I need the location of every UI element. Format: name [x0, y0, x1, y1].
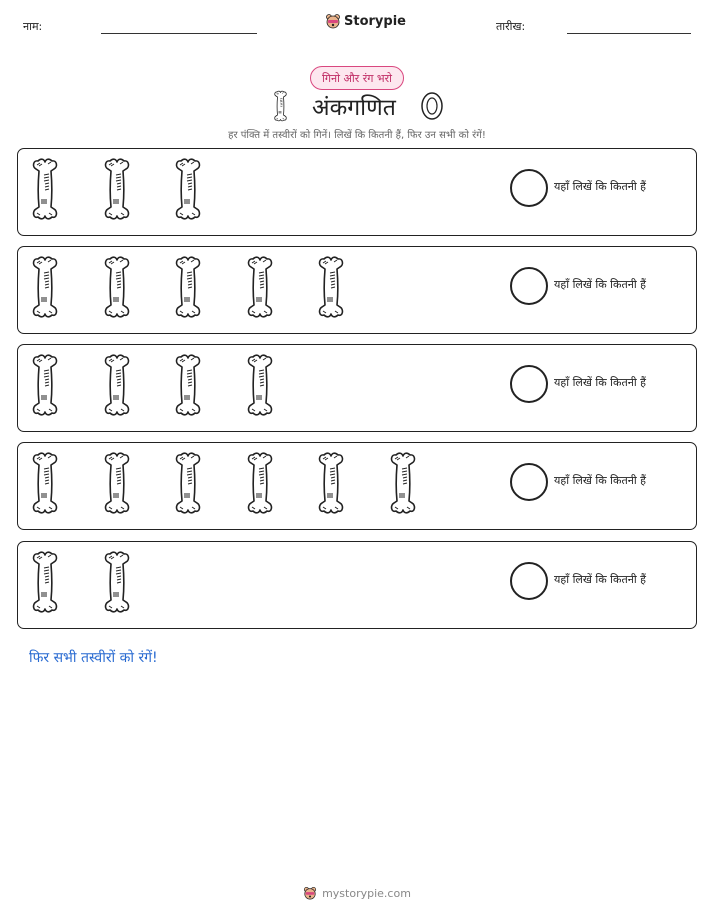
bone-icon[interactable]: [173, 157, 203, 221]
zero-icon: [420, 90, 444, 122]
instructions: हर पंक्ति में तस्वीरों को गिनें। लिखें कि कितनी हैं, फिर उन सभी को रंगें!: [228, 130, 486, 141]
date-label: तारीख:: [496, 20, 526, 33]
bone-icon[interactable]: [30, 255, 60, 319]
title-text: अंकगणित: [312, 95, 396, 121]
answer-label: यहाँ लिखें कि कितनी हैं: [554, 474, 647, 487]
answer-circle[interactable]: [510, 169, 548, 207]
answer-circle[interactable]: [510, 463, 548, 501]
answer-label: यहाँ लिखें कि कितनी हैं: [554, 573, 647, 586]
bone-icon[interactable]: [102, 353, 132, 417]
name-line[interactable]: [101, 33, 257, 34]
bone-icon[interactable]: [388, 451, 418, 515]
bone-icon[interactable]: [30, 451, 60, 515]
footer-note: फिर सभी तस्वीरों को रंगें!: [29, 650, 158, 666]
bear-logo-icon: [325, 13, 341, 29]
bone-icon[interactable]: [245, 255, 275, 319]
answer-label: यहाँ लिखें कि कितनी हैं: [554, 180, 647, 193]
answer-label: यहाँ लिखें कि कितनी हैं: [554, 376, 647, 389]
page-title: [270, 88, 450, 124]
bone-icon[interactable]: [102, 451, 132, 515]
answer-circle[interactable]: [510, 267, 548, 305]
bone-icon[interactable]: [102, 255, 132, 319]
date-line[interactable]: [567, 33, 691, 34]
bone-icon[interactable]: [316, 255, 346, 319]
bone-icon[interactable]: [30, 157, 60, 221]
answer-circle[interactable]: [510, 365, 548, 403]
answer-circle[interactable]: [510, 562, 548, 600]
brand-name: Storypie: [344, 13, 406, 29]
counting-row: [17, 442, 697, 530]
answer-label: यहाँ लिखें कि कितनी हैं: [554, 278, 647, 291]
counting-row: [17, 344, 697, 432]
bone-icon[interactable]: [30, 550, 60, 614]
bone-icon[interactable]: [173, 255, 203, 319]
footer: [0, 886, 714, 900]
bone-icon[interactable]: [102, 157, 132, 221]
counting-row: [17, 246, 697, 334]
footer-url[interactable]: mystorypie.com: [322, 886, 411, 900]
bone-icon[interactable]: [173, 353, 203, 417]
bone-icon[interactable]: [173, 451, 203, 515]
name-label: नाम:: [23, 20, 43, 33]
bone-icon: [272, 90, 289, 122]
counting-row: [17, 148, 697, 236]
bone-icon[interactable]: [30, 353, 60, 417]
bone-icon[interactable]: [102, 550, 132, 614]
bear-logo-icon: [303, 886, 317, 900]
activity-badge: गिनो और रंग भरो: [310, 66, 404, 90]
brand-logo: [325, 13, 406, 29]
bone-icon[interactable]: [245, 353, 275, 417]
bone-icon[interactable]: [316, 451, 346, 515]
bone-icon[interactable]: [245, 451, 275, 515]
counting-row: [17, 541, 697, 629]
